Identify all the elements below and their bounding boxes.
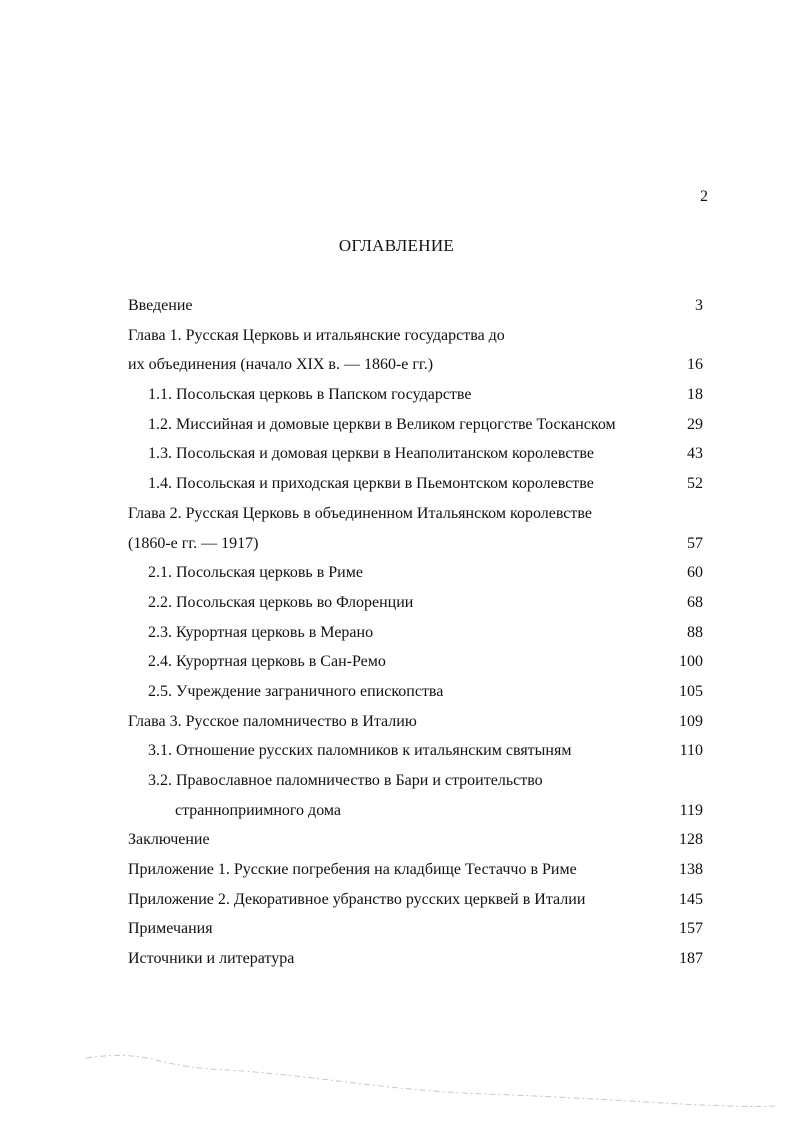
toc-entry-page: 109 xyxy=(679,712,703,730)
toc-entry-section-3-1 xyxy=(128,738,713,768)
toc-entry-page: 29 xyxy=(687,415,703,433)
toc-entry-label: 2.5. Учреждение заграничного епископства xyxy=(148,682,444,700)
toc-entry-page: 187 xyxy=(679,950,703,968)
table-of-contents xyxy=(128,293,713,976)
toc-entry-label: Приложение 2. Декоративное убранство русских церквей в Италии xyxy=(128,890,586,908)
toc-entry-section-1-2 xyxy=(128,412,713,442)
toc-entry-label: 2.4. Курортная церковь в Сан-Ремо xyxy=(148,653,386,671)
toc-entry-section-2-4 xyxy=(128,649,713,679)
toc-entry-appendix-2 xyxy=(128,887,713,917)
toc-entry-label: 1.4. Посольская и приходская церкви в Пьемонтском королевстве xyxy=(148,475,594,493)
toc-entry-page: 60 xyxy=(687,564,703,582)
toc-entry-section-1-3 xyxy=(128,441,713,471)
toc-entry-chapter-3 xyxy=(128,709,713,739)
toc-entry-page: 119 xyxy=(679,801,703,819)
toc-entry-notes xyxy=(128,916,713,946)
toc-entry-conclusion xyxy=(128,827,713,857)
toc-entry-section-1-1 xyxy=(128,382,713,412)
toc-entry-section-2-5 xyxy=(128,679,713,709)
toc-entry-introduction xyxy=(128,293,713,323)
toc-entry-chapter-2-cont xyxy=(128,531,713,561)
toc-entry-label: Глава 1. Русская Церковь и итальянские государства до xyxy=(128,326,505,344)
toc-entry-label: 1.3. Посольская и домовая церкви в Неаполитанском королевстве xyxy=(148,445,594,463)
toc-entry-section-3-2-cont xyxy=(128,798,713,828)
toc-entry-label: их объединения (начало XIX в. — 1860-е гг.) xyxy=(128,356,434,374)
toc-entry-section-2-1 xyxy=(128,560,713,590)
toc-entry-label: 2.1. Посольская церковь в Риме xyxy=(148,564,363,582)
toc-entry-appendix-1 xyxy=(128,857,713,887)
toc-title: ОГЛАВЛЕНИЕ xyxy=(338,236,455,255)
toc-entry-label: Глава 3. Русское паломничество в Италию xyxy=(128,712,417,730)
toc-entry-chapter-2 xyxy=(128,501,713,531)
toc-entry-chapter-1 xyxy=(128,323,713,353)
toc-entry-page: 110 xyxy=(679,742,703,760)
toc-entry-page: 57 xyxy=(687,534,703,552)
toc-entry-page: 68 xyxy=(687,593,703,611)
scan-artifact-line xyxy=(86,1040,776,1120)
page-number: 2 xyxy=(700,188,708,205)
toc-entry-label: Глава 2. Русская Церковь в объединенном Итальянском королевстве xyxy=(128,504,592,522)
toc-entry-page: 3 xyxy=(695,297,703,314)
toc-entry-label: 1.2. Миссийная и домовые церкви в Великом герцогстве Тосканском xyxy=(148,415,616,433)
toc-entry-section-3-2 xyxy=(128,768,713,798)
toc-entry-label: Заключение xyxy=(128,831,210,849)
toc-entry-page: 88 xyxy=(687,623,703,641)
toc-entry-label: (1860-е гг. — 1917) xyxy=(128,534,259,552)
toc-entry-page: 157 xyxy=(679,920,703,938)
toc-entry-chapter-1-cont xyxy=(128,352,713,382)
toc-entry-page: 43 xyxy=(687,445,703,463)
toc-entry-label: странноприимного дома xyxy=(175,801,342,819)
toc-entry-page: 52 xyxy=(687,475,703,493)
toc-entry-page: 105 xyxy=(679,682,703,700)
toc-entry-label: 2.2. Посольская церковь во Флоренции xyxy=(148,593,414,611)
toc-entry-section-2-2 xyxy=(128,590,713,620)
toc-entry-page: 16 xyxy=(687,356,703,374)
toc-entry-page: 138 xyxy=(679,861,703,879)
toc-entry-page: 100 xyxy=(679,653,703,671)
toc-entry-page: 128 xyxy=(679,831,703,849)
toc-entry-label: 2.3. Курортная церковь в Мерано xyxy=(148,623,374,641)
toc-entry-section-1-4 xyxy=(128,471,713,501)
toc-entry-section-2-3 xyxy=(128,620,713,650)
toc-entry-sources xyxy=(128,946,713,976)
toc-entry-label: 3.1. Отношение русских паломников к итальянским святыням xyxy=(148,742,572,760)
toc-entry-label: Введение xyxy=(128,297,193,314)
toc-entry-page: 18 xyxy=(687,386,703,404)
toc-entry-label: Примечания xyxy=(128,920,213,938)
toc-entry-label: 3.2. Православное паломничество в Бари и строительство xyxy=(148,772,543,789)
toc-entry-label: Приложение 1. Русские погребения на кладбище Тестаччо в Риме xyxy=(128,861,577,879)
toc-entry-page: 145 xyxy=(679,890,703,908)
toc-entry-label: 1.1. Посольская церковь в Папском государстве xyxy=(148,386,472,404)
toc-entry-label: Источники и литература xyxy=(128,950,295,968)
